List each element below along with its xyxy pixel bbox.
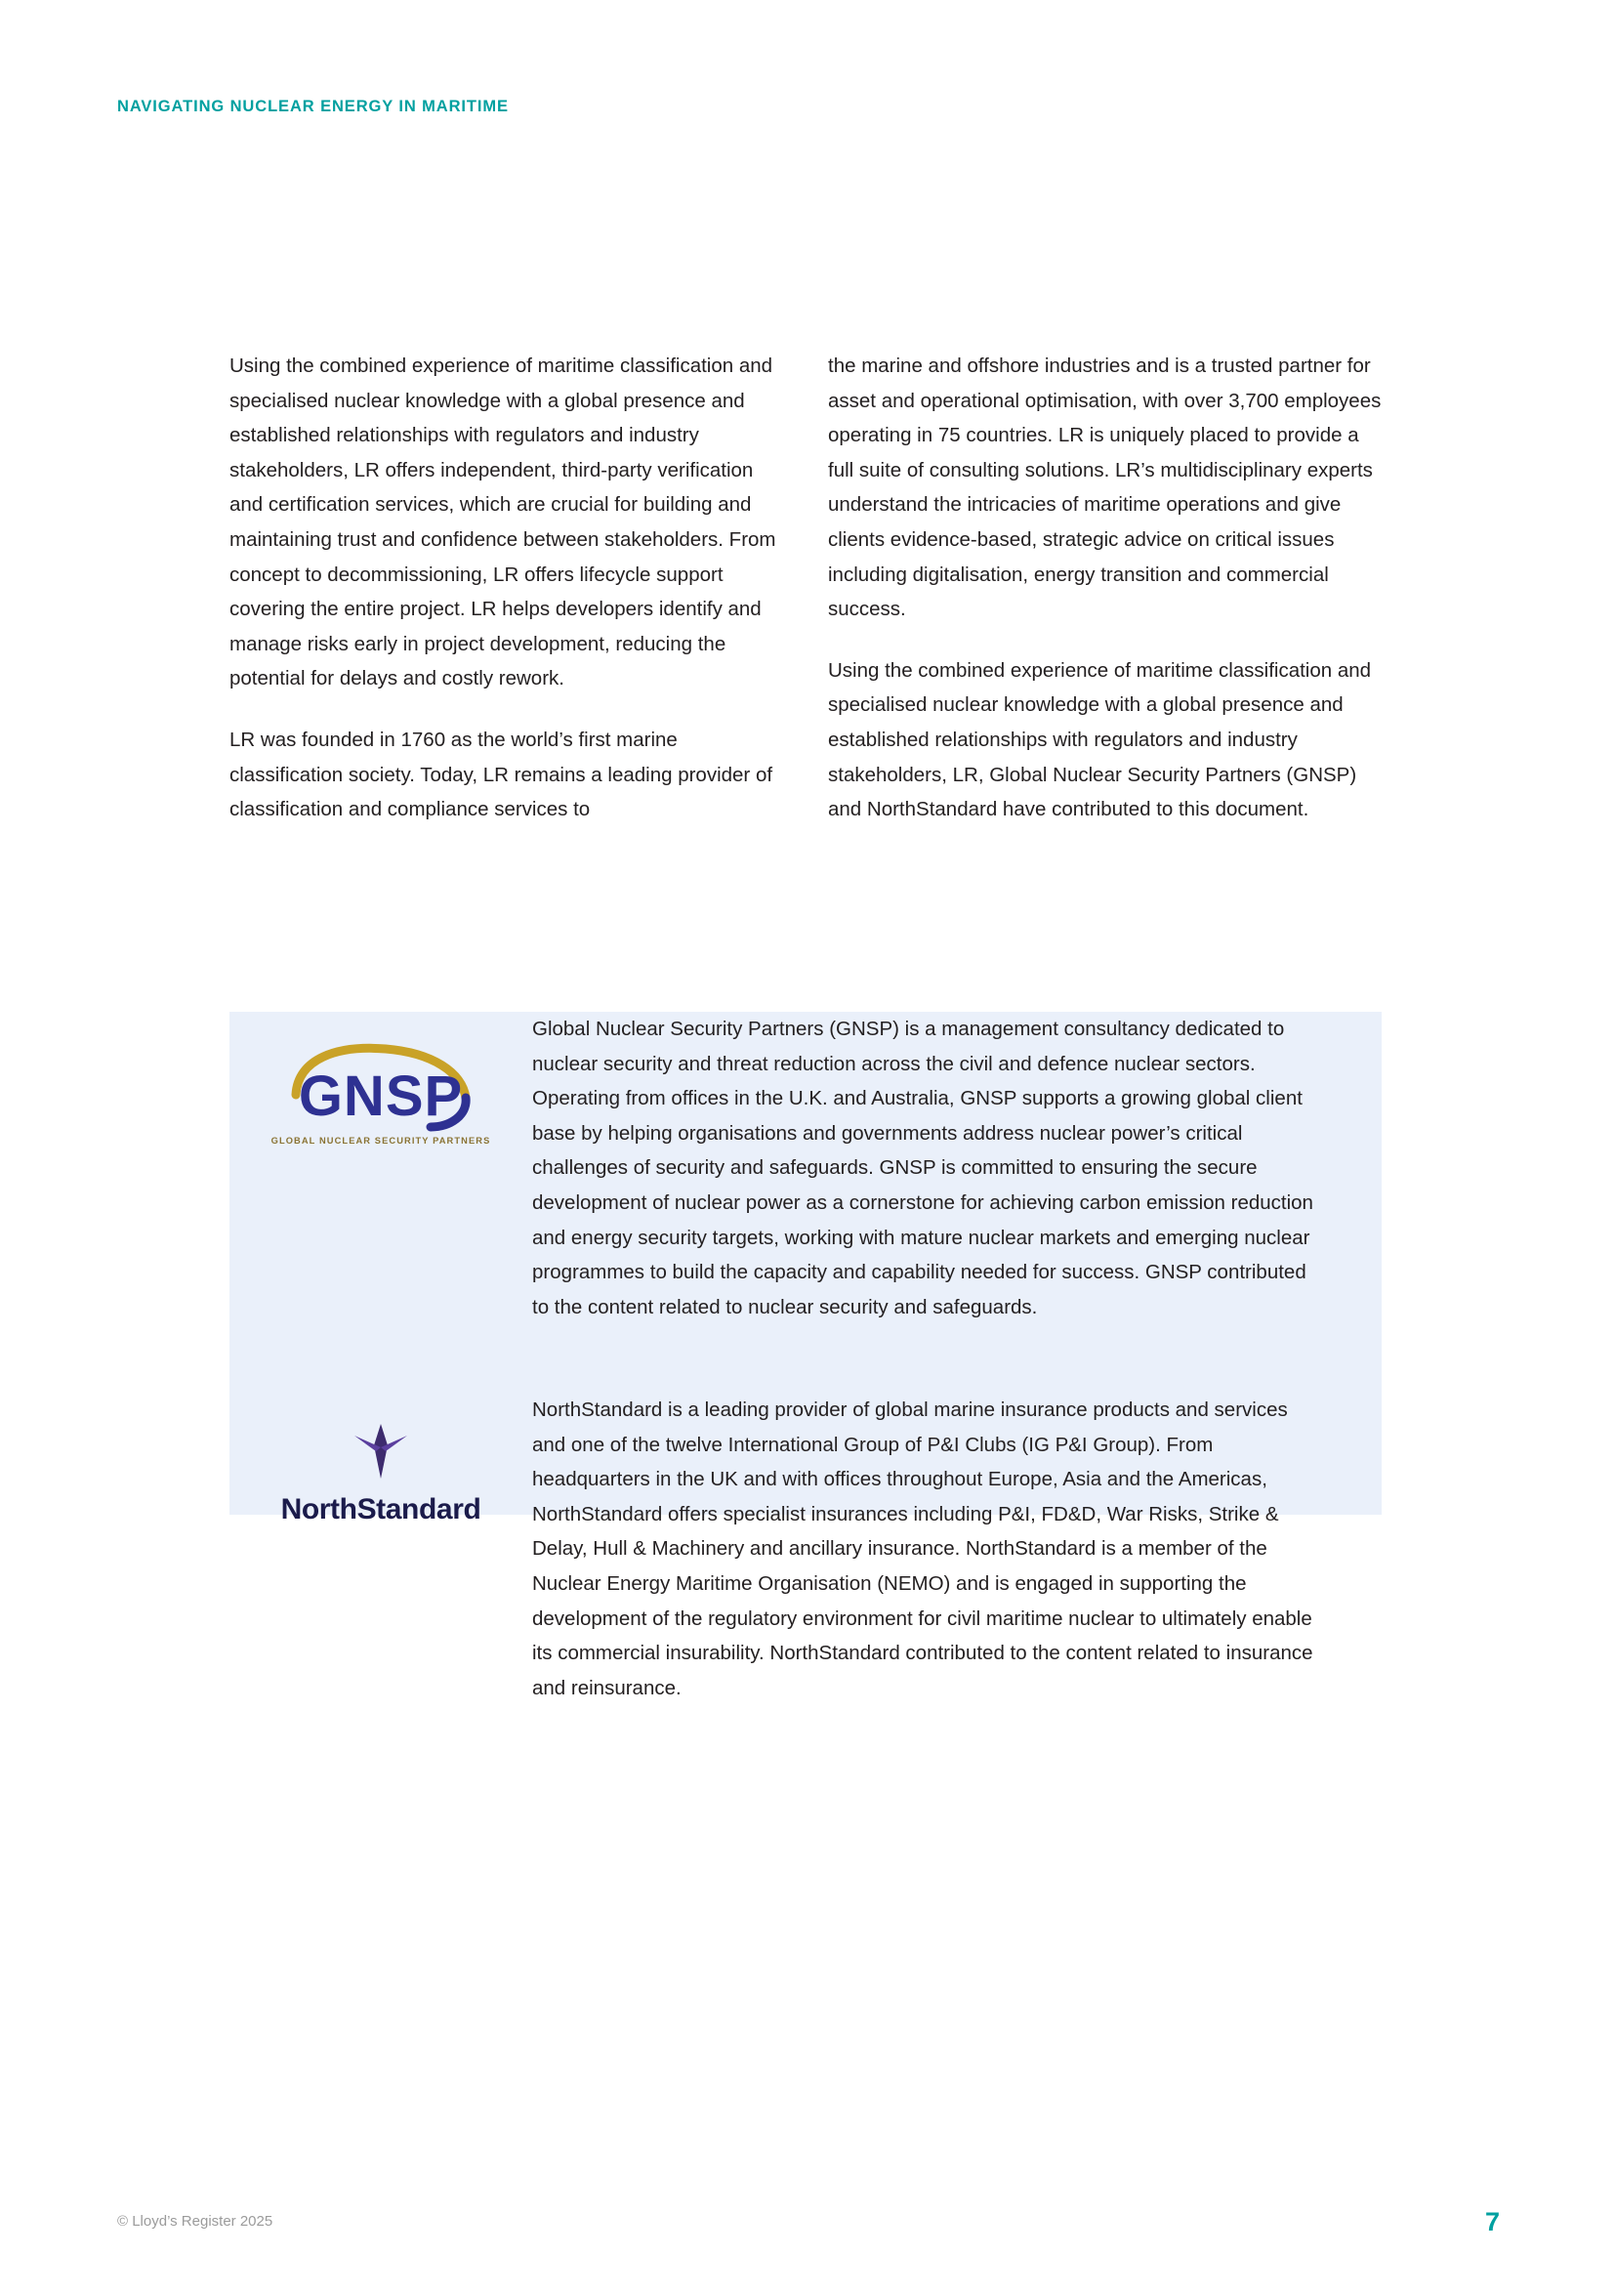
body-columns [229, 349, 1382, 827]
svg-text:GNSP: GNSP [298, 1065, 464, 1128]
gnsp-logo-subtitle: GLOBAL NUCLEAR SECURITY PARTNERS [270, 1136, 491, 1146]
northstandard-wordmark: NorthStandard [280, 1493, 481, 1525]
paragraph: LR was founded in 1760 as the world’s first marine classification society. Today, LR remains a leading provider of classification and compliance services to [229, 728, 773, 821]
gnsp-description-wrap [532, 1012, 1343, 1324]
right-column [828, 349, 1382, 827]
gnsp-logo-cell [229, 1012, 532, 1324]
northstandard-description: NorthStandard is a leading provider of global marine insurance products and services and one of the twelve International Group of P&I Clubs (IG P&I Group). From headquarters in the UK and with offices throughout Europe, Asia and the Americas, NorthStandard offers specialist insurances including P&I, FD&D, War Risks, Strike & Delay, Hull & Machinery and ancillary insurance. NorthStandard is a member of the Nuclear Energy Maritime Organisation (NEMO) and is engaged in supporting the development of the regulatory environment for civil maritime nuclear to ultimately enable its commercial insurability. NorthStandard contributed to the content related to insurance and reinsurance. [532, 1398, 1313, 1699]
gnsp-description: Global Nuclear Security Partners (GNSP) is a management consultancy dedicated to nuclear security and threat reduction across the civil and defence nuclear sectors. Operating from offices in the U.K. and Australia, GNSP supports a growing global client base by helping organisations and governments address nuclear power’s critical challenges of security and safeguards. GNSP is committed to ensuring the secure development of nuclear power as a cornerstone for achieving carbon emission reduction and energy security targets, working with mature nuclear markets and emerging nuclear programmes to build the capacity and capability needed for success. GNSP contributed to the content related to nuclear security and safeguards. [532, 1018, 1313, 1318]
partner-panel [229, 1012, 1382, 1699]
footer-copyright: © Lloyd’s Register 2025 [117, 2213, 273, 2230]
northstandard-description-wrap [532, 1393, 1343, 1705]
partner-entry-northstandard [229, 1393, 1382, 1705]
northstandard-logo [259, 1422, 503, 1529]
left-column [229, 349, 783, 827]
northstandard-logo-cell [229, 1393, 532, 1705]
page-number: 7 [1484, 2207, 1500, 2236]
running-header: NAVIGATING NUCLEAR ENERGY IN MARITIME [117, 98, 509, 115]
partner-entry-gnsp [229, 1012, 1382, 1324]
gnsp-logo [259, 1041, 503, 1153]
paragraph: the marine and offshore industries and is a trusted partner for asset and operational optimisation, with over 3,700 employees operating in 75 countries. LR is uniquely placed to provide a full suite of consulting solutions. LR’s multidisciplinary experts understand the intricacies of maritime operations and give clients evidence-based, strategic advice on critical issues including digitalisation, energy transition and commercial success. [828, 355, 1382, 621]
paragraph: Using the combined experience of maritime classification and specialised nuclear knowledge with a global presence and established relationships with regulators and industry stakeholders, LR offers independent, third-party verification and certification services, which are crucial for building and maintaining trust and confidence between stakeholders. From concept to decommissioning, LR offers lifecycle support covering the entire project. LR helps developers identify and manage risks early in project development, reducing the potential for delays and costly rework. [229, 355, 776, 690]
paragraph: Using the combined experience of maritime classification and specialised nuclear knowledge with a global presence and established relationships with regulators and industry stakeholders, LR, Global Nuclear Security Partners (GNSP) and NorthStandard have contributed to this document. [828, 658, 1372, 821]
